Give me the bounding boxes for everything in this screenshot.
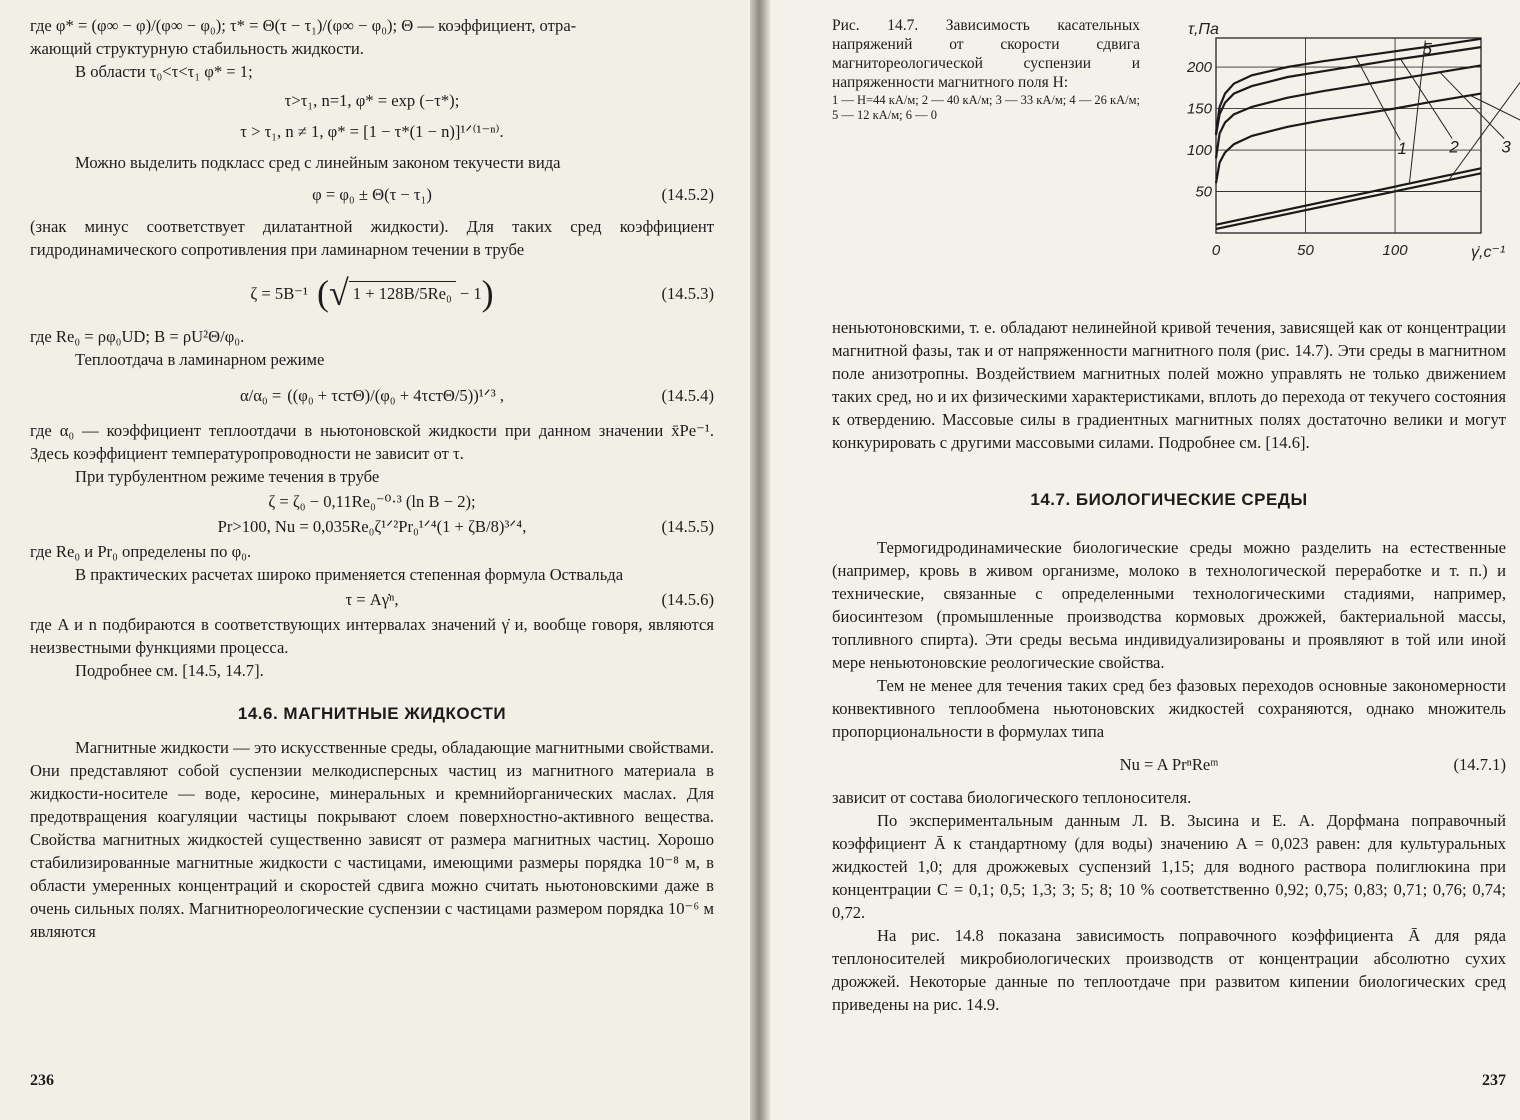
series-line-6 (1216, 173, 1481, 229)
equation-text: τ = Aγ̇ⁿ, (345, 590, 399, 609)
curve-leader-line (1409, 41, 1425, 184)
equation-text: − 1 (459, 283, 482, 303)
equation-number: (14.5.4) (661, 385, 714, 405)
equation-text: ζ = 5B⁻¹ (250, 283, 308, 303)
text-line: жающий структурную стабильность жидкости. (30, 39, 364, 58)
paragraph: Термогидродинамические биологические среды можно разделить на естественные (например, кровь в живом организме, молоко в технологической переработке и т. п.) и технические, связанные с определенными технологическими стадиями, например, биосинтезом (промышленные производства кормовых дрожжей, бактериальной массы, топливного спирта). Эти среды весьма индивидуализированы и проявляют в той или иной мере неньютоновские реологические свойства. (832, 538, 1506, 672)
text-line: В области τ₀<τ<τ₁ φ* = 1; (75, 62, 253, 81)
text-line: где Re₀ = ρφ₀UD; B = ρU²Θ/φ₀. (30, 327, 245, 346)
equation-number: (14.5.3) (661, 283, 714, 303)
x-tick-label: 0 (1211, 242, 1221, 259)
equation-text: Nu = A PrⁿReᵐ (1119, 755, 1219, 774)
text-line: где Re₀ и Pr₀ определены по φ₀. (30, 542, 252, 561)
caption-title: Рис. 14.7. Зависимость касательных напряжений от скорости сдвига магнитореологической суспензии и напряженности магнитного поля H: (832, 17, 1140, 91)
x-tick-label: 100 (1382, 242, 1408, 259)
right-page (770, 0, 1520, 1120)
curve-label: 5 (1422, 39, 1433, 59)
equation-14-5-2 (30, 183, 714, 206)
section-title: 14.7. БИОЛОГИЧЕСКИЕ СРЕДЫ (1030, 490, 1308, 509)
series-line-5 (1216, 168, 1481, 224)
equation (30, 89, 714, 112)
text-line: зависит от состава биологического теплоносителя. (832, 788, 1192, 807)
paragraph: где A и n подбираются в соответствующих интервалах значений γ̇ и, вообще говоря, являются неизвестными функциями процесса. (30, 615, 714, 657)
paragraph: Тем не менее для течения таких сред без фазовых переходов основные закономерности конвективного теплообмена ньютоновских жидкостей сохраняются, однако множитель пропорциональности в формулах типа (832, 676, 1506, 741)
equation-14-5-5 (30, 515, 714, 538)
equation-text: τ>τ₁, n=1, φ* = exp (−τ*); (284, 91, 460, 110)
curve-label: 3 (1501, 137, 1511, 157)
paragraph: (знак минус соответствует дилатантной жидкости). Для таких сред коэффициент гидродинамического сопротивления при ламинарном течении в трубе (30, 217, 714, 259)
series-line-4 (1216, 94, 1481, 184)
equation-14-5-3 (30, 263, 714, 323)
text-line: Подробнее см. [14.5, 14.7]. (75, 661, 264, 680)
equation-text: α/α₀ = (239, 385, 282, 405)
equation-14-5-6 (30, 588, 714, 611)
equation-text: ζ = ζ₀ − 0,11Re₀⁻⁰·³ (ln B − 2); (268, 492, 476, 511)
sqrt-term (329, 275, 456, 311)
page-number: 236 (30, 1072, 54, 1089)
y-tick-label: 150 (1186, 100, 1212, 118)
text-line: Теплоотдача в ламинарном режиме (75, 350, 325, 369)
equation-14-5-4 (30, 373, 714, 417)
y-tick-label: 50 (1195, 183, 1212, 201)
paragraph: неньютоновскими, т. е. обладают нелинейной кривой течения, зависящей как от концентрации магнитной фазы, так и от напряженности магнитного поля (рис. 14.7). Эти среды в магнитном поле анизотропны. Воздействием магнитных полей можно управлять не только движением таких сред, но и их физическими характеристиками, вплоть до перехода от текучего состояния к отвердению. Массовые силы в градиентных магнитных полях достаточно велики и могут конкурировать с другими массовыми силами. Подробнее см. [14.6]. (832, 318, 1506, 452)
y-tick-label: 200 (1186, 59, 1212, 77)
paragraph: Магнитные жидкости — это искусственные среды, обладающие магнитными свойствами. Они представляют собой суспензии мелкодисперсных частиц из магнитного материала в жидкости-носителе — воде, керосине, минеральных и кремнийорганических маслах. Для предотвращения коагуляции частицы покрывают слоем поверхностно-активного вещества. Свойства магнитных жидкостей существенно зависят от размера магнитных частиц. Хорошо стабилизированные магнитные жидкости с частицами, имеющими размеры порядка 10⁻⁸ м, в области умеренных концентраций и скоростей сдвига можно считать ньютоновскими даже в очень сильных полях. Магнитнореологические суспензии с частицами размером порядка 10⁻⁶ м являются (30, 738, 714, 941)
figure-14-7 (832, 16, 1511, 276)
sqrt-radicand: 1 + 128B/5Re₀ (349, 281, 456, 305)
equation-text: Pr>100, Nu = 0,035Re₀ζ¹ᐟ²Pr₀¹ᐟ⁴(1 + ζB/8)³ᐟ⁴, (217, 517, 527, 536)
equation (30, 120, 714, 143)
paragraph: По экспериментальным данным Л. В. Зысина и Е. А. Дорфмана поправочный коэффициент Ā к стандартному (для воды) значению A = 0,023 равен: для культуральных жидкостей 1,0; для дрожжевых суспензий 1,15; для водного раствора полиглюкина при концентрации C = 0,1; 0,5; 1,3; 3; 5; 8; 10 % соответственно 0,92; 0,75; 0,83; 0,71; 0,76; 0,74; 0,72. (832, 811, 1506, 922)
series-line-3 (1216, 65, 1481, 158)
equation-number: (14.5.6) (661, 590, 714, 609)
caption-legend: 1 — H=44 кА/м; 2 — 40 кА/м; 3 — 33 кА/м; 4 — 26 кА/м; 5 — 12 кА/м; 6 — 0 (832, 93, 1140, 122)
paragraph: На рис. 14.8 показана зависимость поправочного коэффициента Ā для ряда теплоносителей микробиологических производств от концентрации абсолютно сухих дрожжей. Некоторые данные по теплоотдаче при развитом кипении биологических сред приведены на рис. 14.9. (832, 926, 1506, 1014)
equation-number: (14.5.2) (661, 185, 714, 204)
paragraph: где α₀ — коэффициент теплоотдачи в ньютоновской жидкости при данном значении x̄Pe⁻¹. Здесь коэффициент температуропроводности не зависит от τ. (30, 421, 714, 463)
equation-text: φ = φ₀ ± Θ(τ − τ₁) (312, 185, 432, 204)
text-line: Можно выделить подкласс сред с линейным законом текучести вида (75, 153, 561, 172)
curve-leader-line (1356, 57, 1401, 140)
equation-number: (14.5.5) (661, 517, 714, 536)
curve-leader-line (1449, 41, 1520, 180)
left-page (0, 0, 750, 1120)
text-line: где φ* = (φ∞ − φ)/(φ∞ − φ₀); τ* = Θ(τ − τ₁)/(φ∞ − φ₀); Θ — коэффициент, отра- (30, 16, 577, 35)
page-number: 237 (1482, 1072, 1506, 1089)
curve-label: 1 (1397, 139, 1407, 159)
curve-label: 2 (1449, 137, 1459, 157)
book-gutter (750, 0, 770, 1120)
y-axis-label: τ,Па (1188, 21, 1219, 38)
y-tick-label: 100 (1186, 142, 1212, 160)
equation-text: τ > τ₁, n ≠ 1, φ* = [1 − τ*(1 − n)]¹ᐟ⁽¹⁻ⁿ⁾. (240, 122, 504, 141)
curve-leader-line (1440, 72, 1504, 138)
chart-svg (1166, 16, 1511, 276)
paragraph: В практических расчетах широко применяется степенная формула Оствальда (75, 565, 624, 584)
x-axis-label: γ̇,с⁻¹ (1471, 244, 1506, 261)
figure-caption (832, 16, 1140, 276)
paren-glyph: ) (481, 273, 494, 313)
sqrt-glyph: √ (329, 273, 349, 313)
x-tick-label: 50 (1297, 242, 1314, 259)
paren-glyph: ( (308, 273, 329, 313)
section-title: 14.6. МАГНИТНЫЕ ЖИДКОСТИ (237, 704, 507, 723)
equation (30, 490, 714, 513)
shear-stress-chart (1166, 16, 1511, 276)
text-line: При турбулентном режиме течения в трубе (75, 467, 380, 486)
equation-number: (14.7.1) (1453, 755, 1506, 774)
equation-text: ((φ₀ + τстΘ)/(φ₀ + 4τстΘ/5))¹ᐟ³ , (287, 385, 505, 405)
equation-14-7-1 (832, 753, 1506, 776)
